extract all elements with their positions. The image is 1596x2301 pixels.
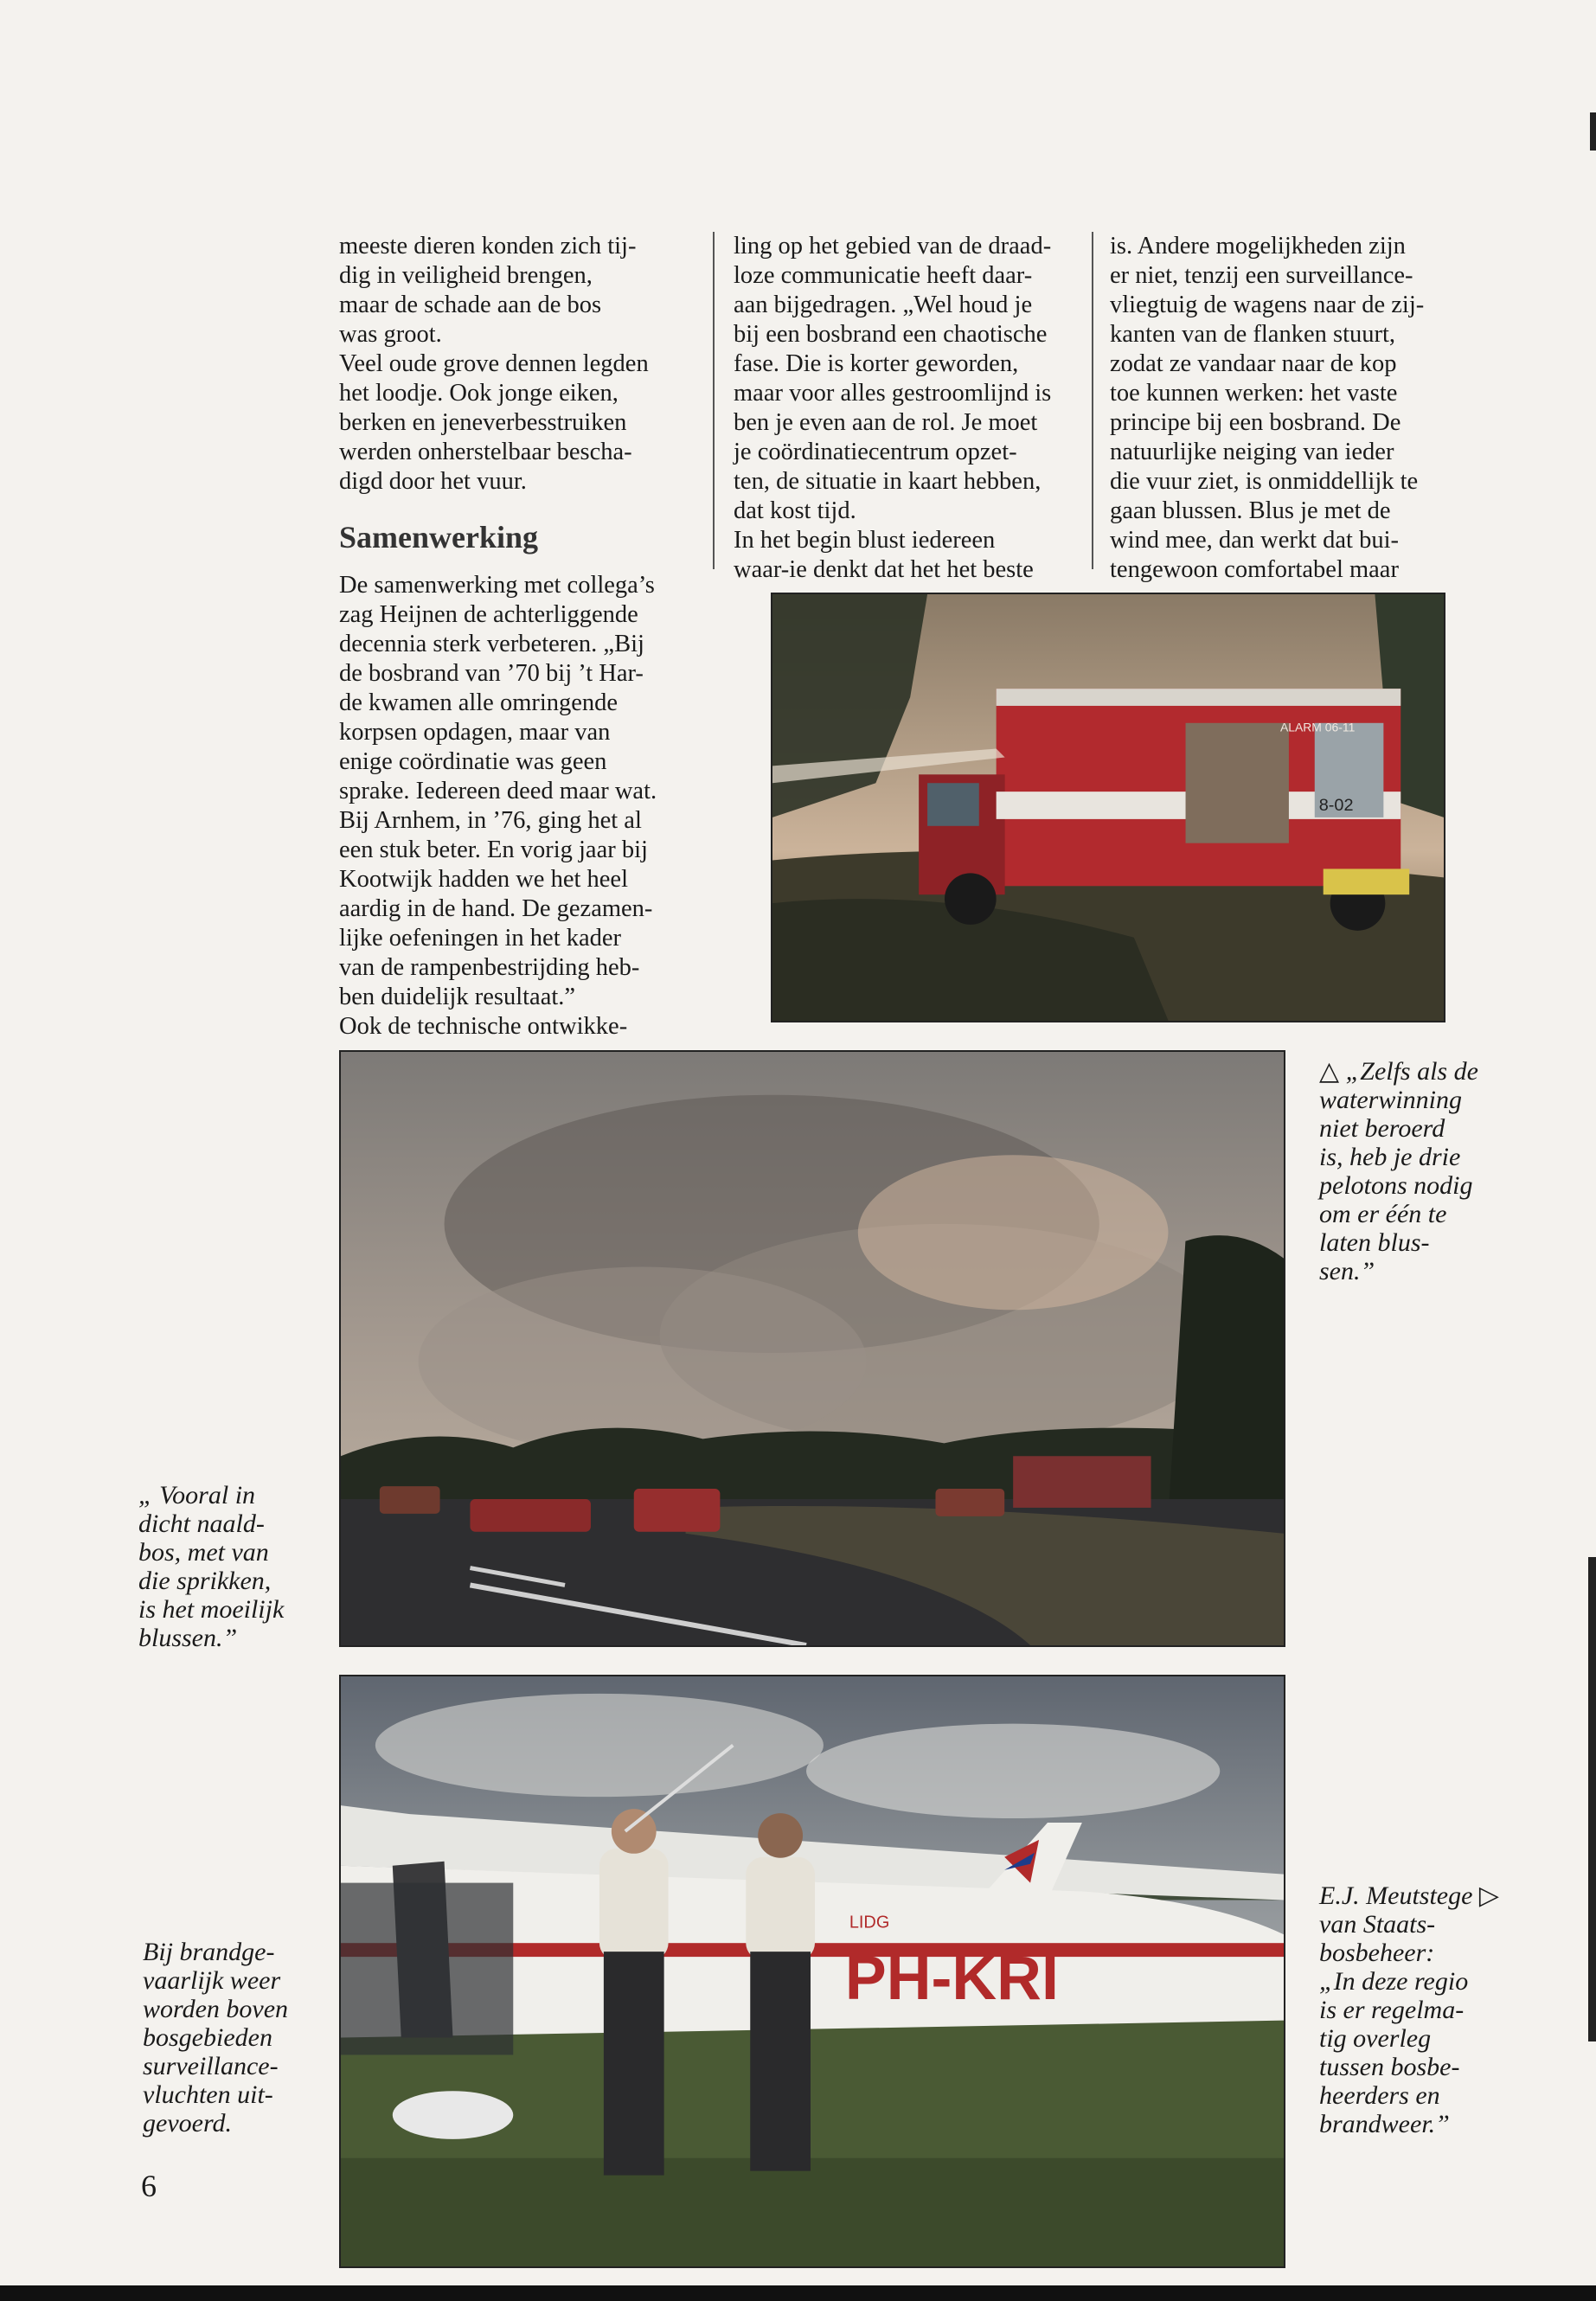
article-col1-bottom: De samenwerking met collega’s zag Heijnen de achterliggende decennia sterk verbeteren. „Bij de bosbrand van ’70 bij ’t Har- de kwamen alle omringende korpsen opdagen, maar van enige coördinatie was geen sprake. Iedereen deed maar wat. Bij Arnhem, in ’76, ging het al een stuk beter. En vorig jaar bij Kootwijk hadden we het heel aardig in de hand. De gezamen- lijke oefeningen in het kader van de rampenbestrijding heb- ben duidelijk resultaat.” Ook de technische ontwikke- [339, 572, 657, 1040]
column-divider-2 [1092, 232, 1093, 569]
plane-tail-text: LIDG [849, 1913, 890, 1932]
article-col2: ling op het gebied van de draad- loze communicatie heeft daar- aan bijgedragen. „Wel houd je bij een bosbrand een chaotische fase. Die is korter geworden, maar voor alles gestroomlijnd is ben je even aan de rol. Je moet je coördinatiecentrum opzet- ten, de situatie in kaart hebben, dat kost tijd. In het begin blust iedereen waar-ie denkt dat het het beste [734, 233, 1052, 583]
plane-registration: PH-KRI [844, 1943, 1059, 2013]
fire-truck-photo [771, 593, 1445, 1022]
edge-mark-top [1590, 112, 1596, 151]
caption-right-bottom: E.J. Meutstege ▷ van Staats- bosbeheer: „In deze regio is er regelma- tig overleg tussen bosbe- heerders en brandweer.” [1319, 1881, 1499, 2138]
article-col3: is. Andere mogelijkheden zijn er niet, tenzij een surveillance- vliegtuig de wagens naar de zij- kanten van de flanken stuurt, zodat ze vandaar naar de kop toe kunnen werken: het vaste principe bij een bosbrand. De natuurlijke neiging van ieder die vuur ziet, is onmiddellijk te gaan blussen. Blus je met de wind mee, dan werkt dat bui- tengewoon comfortabel maar [1110, 233, 1425, 583]
smoke-road-photo [339, 1050, 1285, 1647]
truck-label: ALARM 06-11 [1279, 720, 1356, 734]
edge-mark-right [1588, 1557, 1596, 2041]
page-number: 6 [141, 2169, 157, 2203]
airplane-photo [339, 1675, 1285, 2268]
truck-number: 8-02 [1318, 795, 1354, 815]
caption-left-middle: „ Vooral in dicht naald- bos, met van die sprikken, is het moeilijk blussen.” [138, 1481, 285, 1652]
bottom-edge-bar [0, 2285, 1596, 2301]
caption-left-bottom: Bij brandge- vaarlijk weer worden boven bosgebieden surveillance- vluchten uit- gevoerd. [143, 1938, 289, 2138]
section-heading: Samenwerking [339, 520, 539, 554]
column-divider-1 [713, 232, 715, 569]
caption-right-top: △ „Zelfs als de waterwinning niet beroerd is, heb je drie pelotons nodig om er één te laten blus- sen.” [1319, 1057, 1478, 1285]
article-col1-top: meeste dieren konden zich tij- dig in veiligheid brengen, maar de schade aan de bos was groot. Veel oude grove dennen legden het loodje. Ook jonge eiken, berken en jeneverbesstruiken werden onherstelbaar bescha- digd door het vuur. [339, 233, 649, 495]
